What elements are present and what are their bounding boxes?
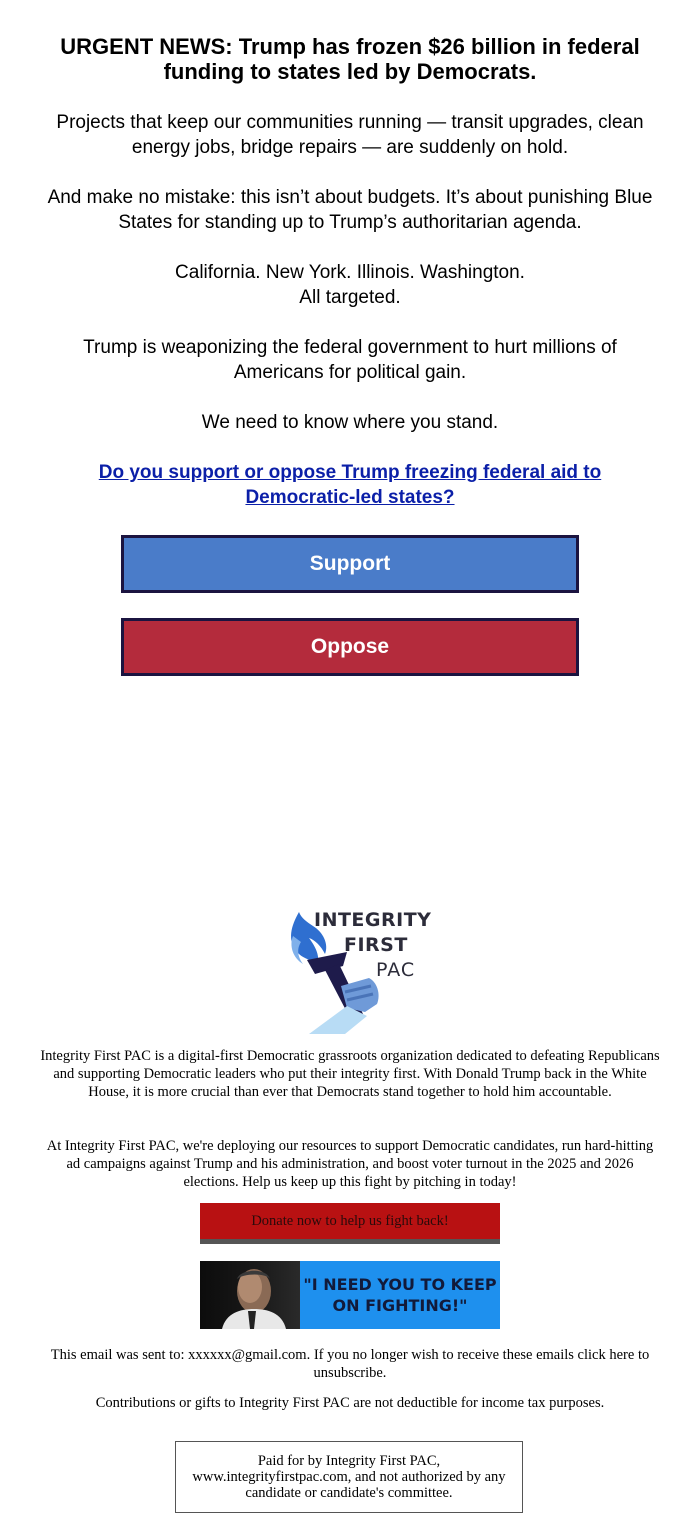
paragraph-weaponizing: Trump is weaponizing the federal government to hurt millions of Americans for political gain. bbox=[83, 337, 617, 383]
person-silhouette-icon bbox=[200, 1261, 300, 1329]
banner-quote: "I NEED YOU TO KEEP ON FIGHTING!" bbox=[303, 1275, 497, 1315]
mission-paragraph: At Integrity First PAC, we're deploying our resources to support Democratic candidates, run hard-hitting ad campaigns against Trump and his administration, and boost voter turnout in the 2025 and 2026 elections. Help us keep up this fight by pitching in today! bbox=[46, 1138, 654, 1190]
tax-disclaimer: Contributions or gifts to Integrity First PAC are not deductible for income tax purposes. bbox=[95, 1395, 605, 1411]
logo-line-integrity: INTEGRITY bbox=[314, 909, 432, 931]
integrity-first-pac-logo[interactable] bbox=[285, 906, 432, 1038]
paragraph-budgets: And make no mistake: this isn’t about budgets. It’s about punishing Blue States for standing up to Trump’s authoritarian agenda. bbox=[47, 187, 653, 233]
logo-line-pac: PAC bbox=[376, 959, 416, 981]
logo-line-first: FIRST bbox=[344, 934, 408, 956]
paid-for-disclaimer: Paid for by Integrity First PAC, www.integrityfirstpac.com, and not authorized by any candidate or candidate's committee. bbox=[175, 1441, 523, 1513]
paragraph-states: California. New York. Illinois. Washington. bbox=[175, 262, 525, 283]
paragraph-targeted: All targeted. bbox=[299, 287, 401, 308]
support-button[interactable]: Support bbox=[121, 535, 579, 593]
speaker-photo bbox=[200, 1261, 300, 1329]
paragraph-stand: We need to know where you stand. bbox=[201, 412, 499, 433]
unsubscribe-text[interactable]: This email was sent to: xxxxxx@gmail.com. If you no longer wish to receive these emails click here to unsubscribe. bbox=[50, 1347, 650, 1381]
headline: URGENT NEWS: Trump has frozen $26 billion in federal funding to states led by Democrats. bbox=[60, 34, 640, 84]
oppose-button[interactable]: Oppose bbox=[121, 618, 579, 676]
logo-wordmark bbox=[314, 908, 431, 983]
donate-button[interactable]: Donate now to help us fight back! bbox=[200, 1203, 500, 1244]
paragraph-projects: Projects that keep our communities running — transit upgrades, clean energy jobs, bridge repairs — are suddenly on hold. bbox=[56, 112, 644, 158]
fighting-banner[interactable] bbox=[200, 1261, 500, 1329]
survey-question-link[interactable]: Do you support or oppose Trump freezing federal aid to Democratic-led states? bbox=[98, 462, 602, 508]
about-paragraph: Integrity First PAC is a digital-first Democratic grassroots organization dedicated to defeating Republicans and supporting Democratic leaders who put their integrity first. With Donald Trump back in the White House, it is more crucial than ever that Democrats stand together to hold him accountable. bbox=[40, 1048, 660, 1100]
